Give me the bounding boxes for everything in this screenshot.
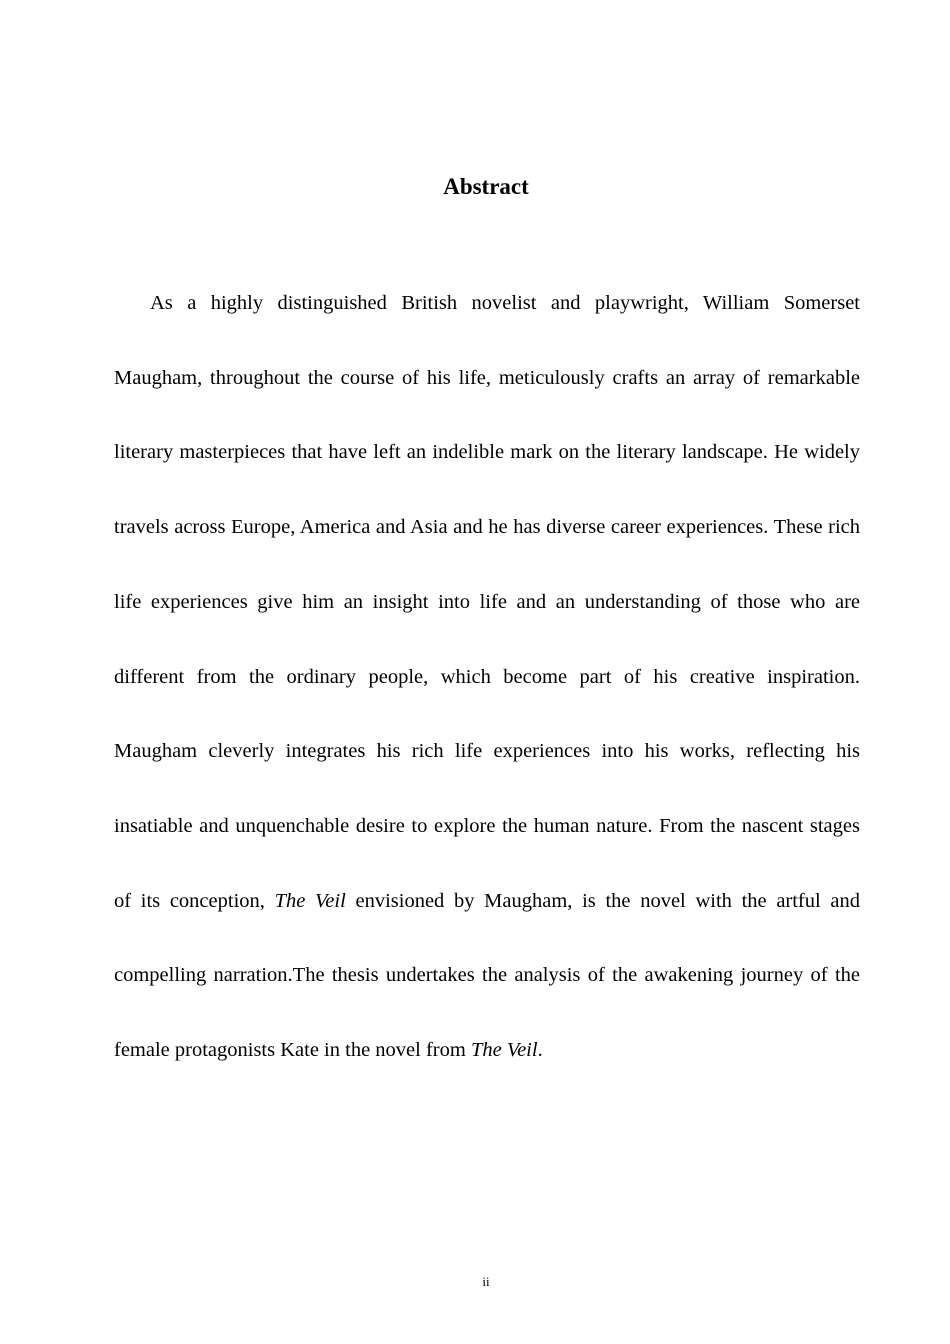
- page-number: ii: [482, 1274, 490, 1289]
- book-title-italic: The Veil: [274, 889, 346, 912]
- paragraph-text-part-2: envisioned by Maugham, is the novel with the artful and compelling narration.The thesis undertakes the analysis of the awakening journey of the female protagonists Kate in the novel from: [114, 889, 860, 1062]
- book-title-italic: The Veil: [470, 1039, 538, 1062]
- abstract-paragraph: [114, 266, 860, 1088]
- paragraph-text-part-1: As a highly distinguished British novelist and playwright, William Somerset Maugham, throughout the course of his life, meticulously crafts an array of remarkable literary masterpieces that have left an indelible mark on the literary landscape. He widely travels across Europe, America and Asia and he has diverse career experiences. These rich life experiences give him an insight into life and an understanding of those who are different from the ordinary people, which become part of his creative inspiration. Maugham cleverly integrates his rich life experiences into his works, reflecting his insatiable and unquenchable desire to explore the human nature. From the nascent stages of its conception,: [114, 292, 860, 912]
- abstract-heading: Abstract: [443, 174, 529, 199]
- paragraph-text-part-3: .: [537, 1039, 543, 1062]
